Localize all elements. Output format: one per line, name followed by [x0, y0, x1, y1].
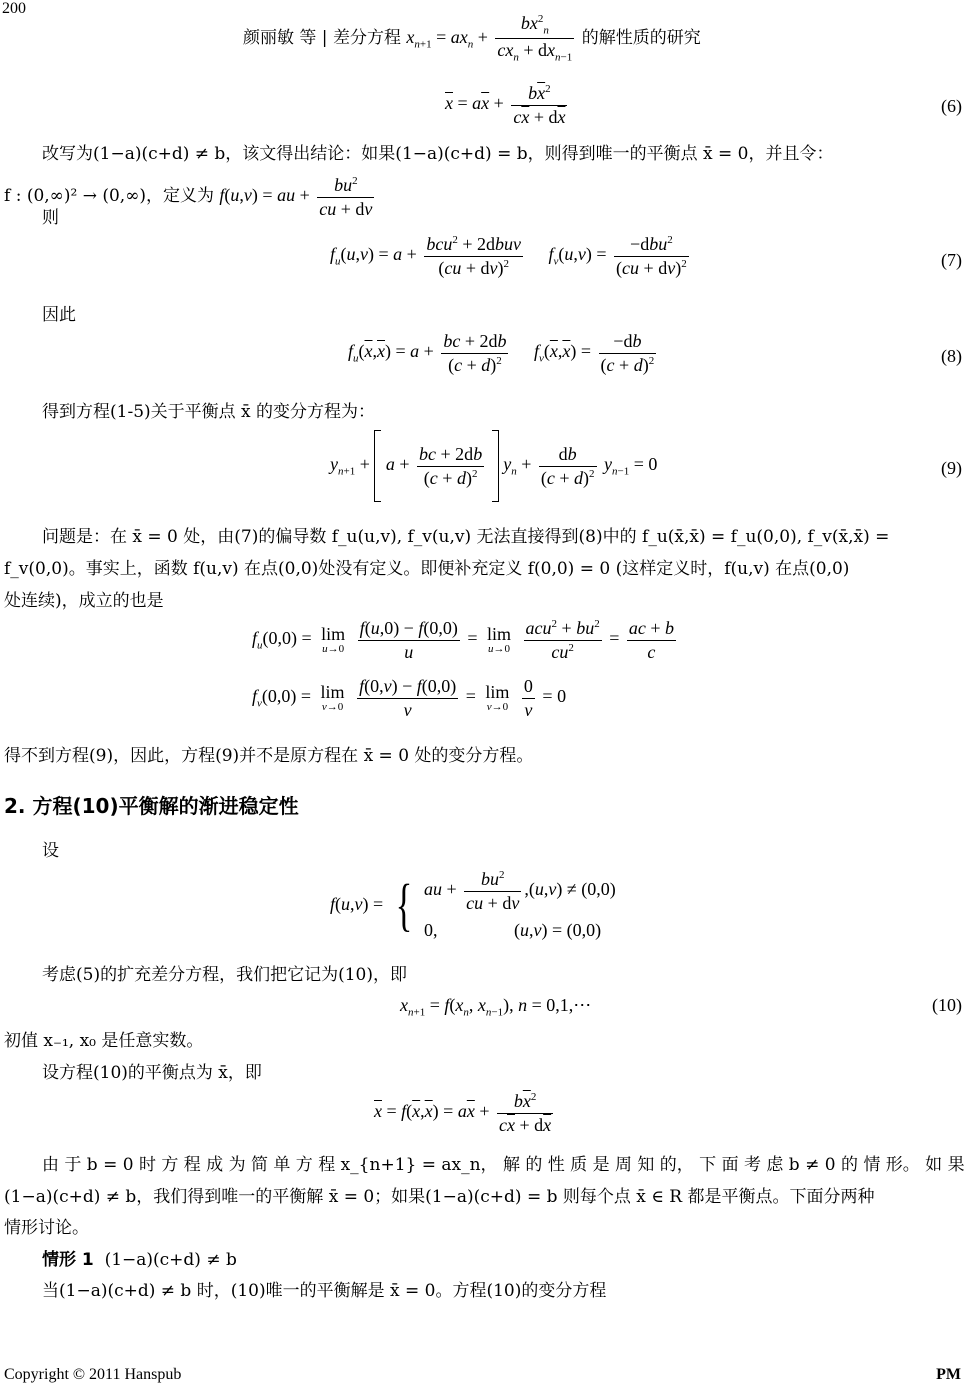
section-heading: 2. 方程(10)平衡解的渐进稳定性	[4, 794, 299, 818]
equation-number-6: (6)	[941, 96, 962, 116]
paragraph-5-line3: 处连续)，成立的也是	[4, 591, 164, 611]
case-1-condition: (1−a)(c+d) ≠ b	[104, 1250, 237, 1270]
case-1-label: 情形 1	[42, 1250, 94, 1270]
paragraph-12: 当(1−a)(c+d) ≠ b 时，(10)唯一的平衡解是 x̄ = 0。方程(10)的变分方程	[42, 1281, 607, 1301]
limit-equation-v: $f_v(0,0)$ = lim v→0 $\frac{f(0,v) - f(0,0)}{v}$ = lim v→0 $\frac{0}{v}$ = 0	[252, 676, 567, 720]
footer-journal: PM	[936, 1366, 961, 1383]
paragraph-5-line2: f_v(0,0)。事实上，函数 f(u,v) 在点(0,0)处没有定义。即便补充定义 f(0,0) = 0 (这样定义时，f(u,v) 在点(0,0)	[4, 559, 850, 579]
paragraph-1: 改写为(1−a)(c+d) ≠ b，该文得出结论：如果(1−a)(c+d) = b，则得到唯一的平衡点 x̄ = 0，并且令：	[42, 144, 834, 164]
paragraph-11-line3: 情形讨论。	[4, 1218, 89, 1238]
paragraph-5-line1: 问题是：在 x̄ = 0 处，由(7)的偏导数 f_u(u,v), f_v(u,v) 无法直接得到(8)中的 f_u(x̄,x̄) = f_u(0,0), f_v(x̄,x̄) =	[42, 527, 890, 547]
paragraph-11-line2: (1−a)(c+d) ≠ b，我们得到唯一的平衡解 x̄ = 0；如果(1−a)(c+d) = b 则每个点 x̄ ∈ R 都是平衡点。下面分两种	[4, 1187, 875, 1207]
equilibrium-equation: $\overline{x} = f(\overline{x},\overline{x}) = a\overline{x}$ + $\frac{b\overline{x}^2}{c\overline{x} + d\overline{x}}$	[374, 1091, 552, 1135]
running-title-equation: $x_{n+1} = ax_n$ + $\frac{bx^2_n}{cx_n + dx_{n-1}}$	[406, 13, 573, 64]
paragraph-1-line2: f : (0,∞)² → (0,∞)，定义为 f(u,v) = au + $\frac{bu^2}{cu + dv}$	[4, 175, 373, 219]
paragraph-1-line2-text: f : (0,∞)² → (0,∞)，定义为	[4, 186, 214, 207]
paragraph-6: 得不到方程(9)，因此，方程(9)并不是原方程在 x̄ = 0 处的变分方程。	[4, 746, 534, 766]
equation-number-8: (8)	[941, 346, 962, 366]
equation-6: $\overline{x} = a\overline{x}$ + $\frac{b\overline{x}^2}{c\overline{x} + d\overline{x}}$	[445, 83, 566, 127]
piecewise-definition: f(u,v) = { au + $\frac{bu^2}{cu + dv}$ ,(u,v) ≠ (0,0) 0, (u,v) = (0,0)	[330, 869, 616, 940]
equation-number-10: (10)	[932, 995, 962, 1015]
equation-8: $f_u(\overline{x},\overline{x}) = a$ + $\frac{bc + 2db}{(c + d)^2}$ $f_v(\overline{x},\overline{x})$ = $\frac{-db}{(c + d)^2}$	[348, 331, 655, 375]
limit-equation-u: $f_u(0,0)$ = lim u→0 $\frac{f(u,0) - f(0,0)}{u}$ = lim u→0 $\frac{acu^2 + bu^2}{cu^2}$ = $\frac{ac + b}{c}$	[252, 618, 674, 662]
equation-10: $x_{n+1} = f(x_n$, $x_{n-1}$), n = 0,1,⋯	[400, 995, 592, 1019]
paragraph-11-line1: 由 于 b = 0 时 方 程 成 为 简 单 方 程 x_{n+1} = ax_n， 解 的 性 质 是 周 知 的， 下 面 考 虑 b ≠ 0 的 情 形。 如 果	[42, 1155, 965, 1175]
equation-number-7: (7)	[941, 250, 962, 270]
page-number: 200	[2, 0, 26, 17]
paragraph-7: 设	[42, 841, 59, 861]
running-title	[243, 12, 701, 66]
paragraph-3: 因此	[42, 305, 76, 325]
equation-7: $f_u(u,v) = a$ + $\frac{bcu^2 + 2dbuv}{(cu + dv)^2}$ $f_v(u,v)$ = $\frac{-dbu^2}{(cu + dv)^2}$	[330, 234, 687, 278]
running-title-authors: 颜丽敏 等 | 差分方程	[243, 27, 401, 48]
footer-copyright: Copyright © 2011 Hanspub	[4, 1366, 182, 1383]
paragraph-2: 则	[42, 208, 59, 228]
equation-9: $y_{n+1} + a$ + $\frac{bc + 2db}{(c + d)^2}$ $y_n$ + $\frac{db}{(c + d)^2}$ $y_{n-1} = 0$	[330, 430, 657, 502]
paragraph-8: 考虑(5)的扩充差分方程，我们把它记为(10)，即	[42, 965, 407, 985]
equation-number-9: (9)	[941, 458, 962, 478]
case-1	[42, 1249, 237, 1271]
running-title-tail: 的解性质的研究	[581, 27, 701, 48]
paragraph-4: 得到方程(1-5)关于平衡点 x̄ 的变分方程为：	[42, 402, 376, 422]
paragraph-9: 初值 x₋₁, x₀ 是任意实数。	[4, 1031, 204, 1051]
paragraph-10: 设方程(10)的平衡点为 x̄，即	[42, 1063, 262, 1083]
